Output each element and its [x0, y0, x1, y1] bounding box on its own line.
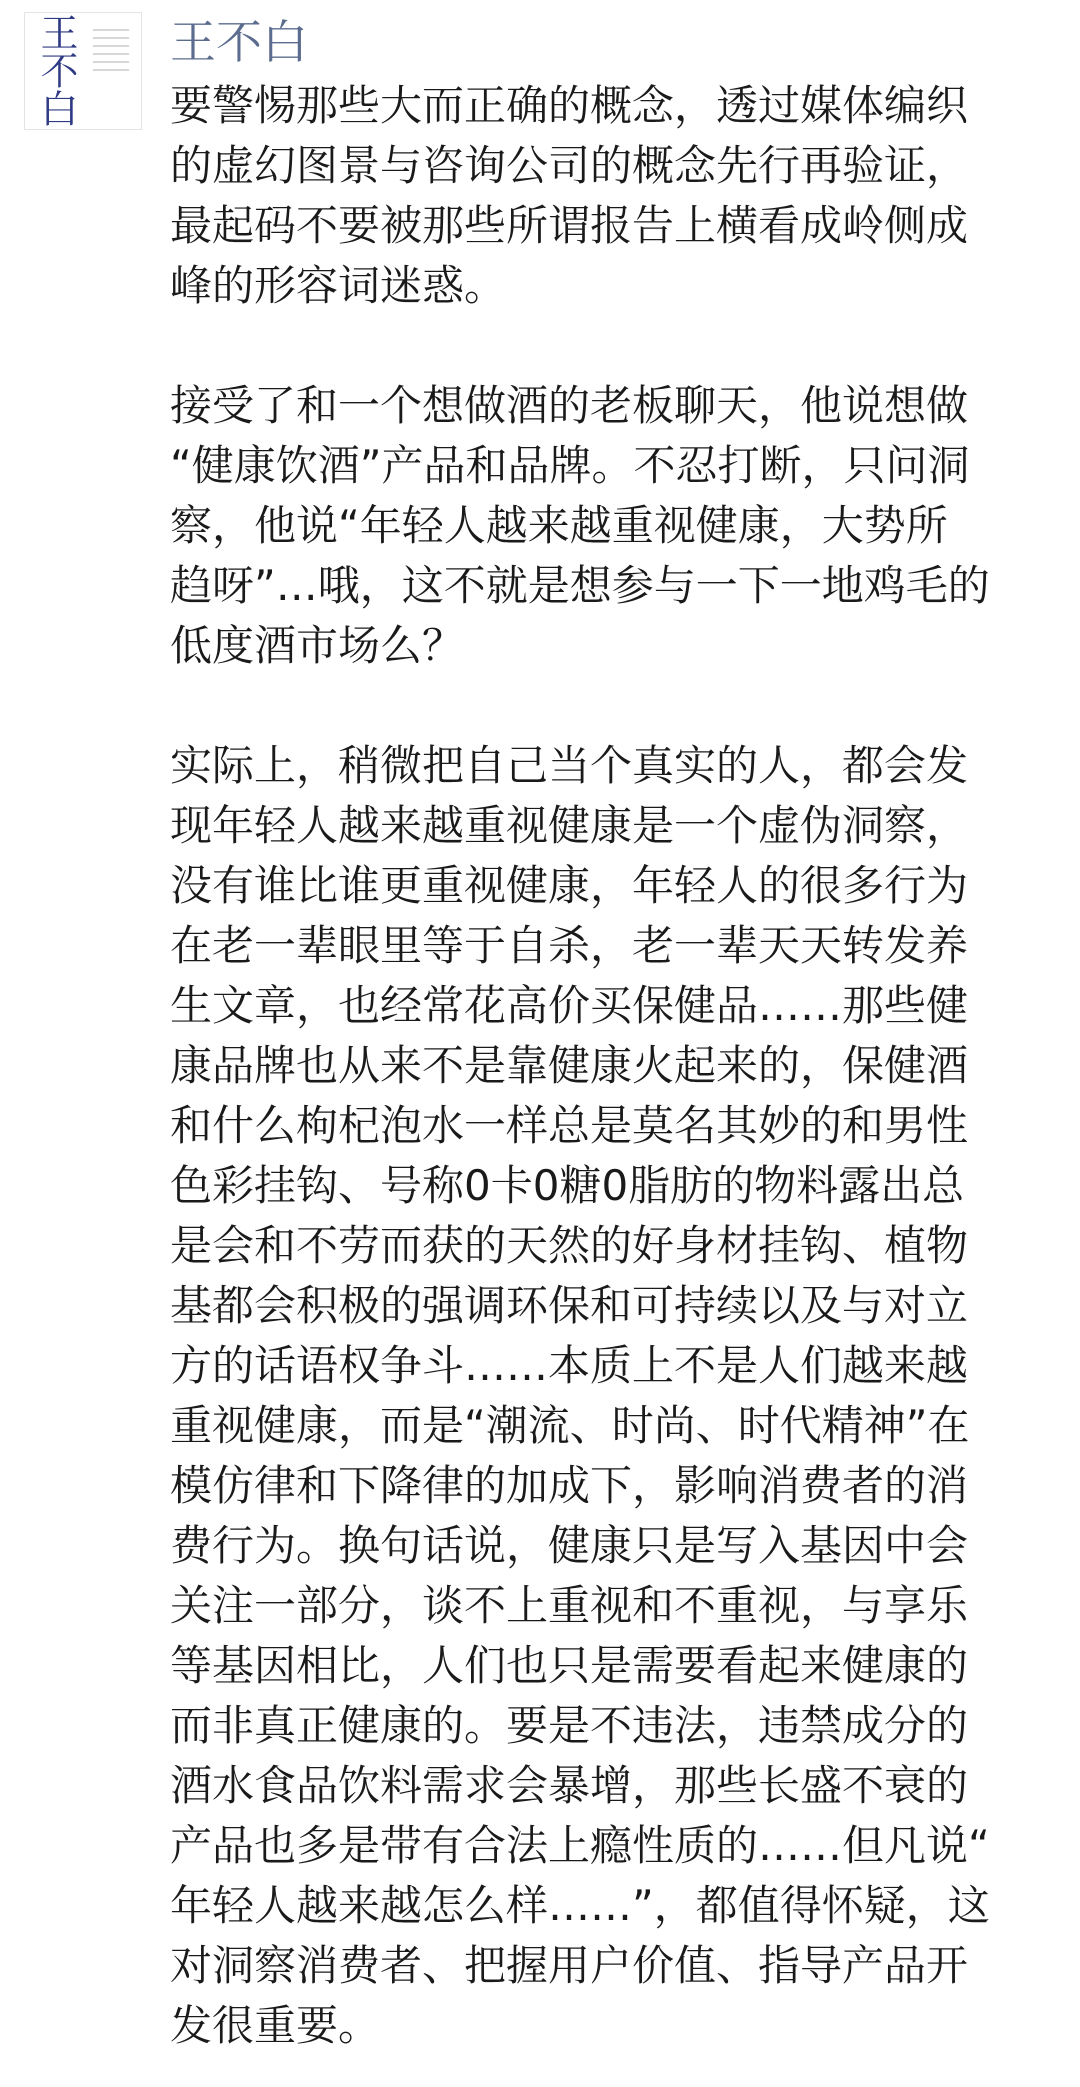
text-line: 在老一辈眼里等于自杀，老一辈天天转发养 — [170, 921, 969, 970]
text-line: 峰的形容词迷惑。 — [170, 261, 507, 310]
text-line: 费行为。换句话说，健康只是写入基因中会 — [170, 1521, 969, 1570]
message-body — [170, 76, 1060, 2056]
text-line: 模仿律和下降律的加成下，影响消费者的消 — [170, 1461, 969, 1510]
text-line: 察，他说“年轻人越来越重视健康，大势所 — [170, 501, 948, 550]
text-line: 方的话语权争斗……本质上不是人们越来越 — [170, 1341, 969, 1390]
text-line: 实际上，稍微把自己当个真实的人，都会发 — [170, 741, 969, 790]
avatar-decorative-lines — [93, 23, 129, 115]
sender-name[interactable]: 王不白 — [170, 15, 308, 69]
text-line: 没有谁比谁更重视健康，年轻人的很多行为 — [170, 861, 969, 910]
text-line: 最起码不要被那些所谓报告上横看成岭侧成 — [170, 201, 969, 250]
text-line: 发很重要。 — [170, 2001, 381, 2050]
paragraph-1 — [170, 76, 1060, 316]
text-line: 和什么枸杞泡水一样总是莫名其妙的和男性 — [170, 1101, 969, 1150]
text-line: 等基因相比，人们也只是需要看起来健康的 — [170, 1641, 969, 1690]
text-line: 趋呀”…哦，这不就是想参与一下一地鸡毛的 — [170, 561, 990, 610]
text-line: 而非真正健康的。要是不违法，违禁成分的 — [170, 1701, 969, 1750]
avatar[interactable] — [24, 12, 142, 130]
text-line: 基都会积极的强调环保和可持续以及与对立 — [170, 1281, 969, 1330]
text-line: 酒水食品饮料需求会暴增，那些长盛不衰的 — [170, 1761, 969, 1810]
text-line: 现年轻人越来越重视健康是一个虚伪洞察， — [170, 801, 969, 850]
text-line: 是会和不劳而获的天然的好身材挂钩、植物 — [170, 1221, 969, 1270]
text-line: 关注一部分，谈不上重视和不重视，与享乐 — [170, 1581, 969, 1630]
text-line: 年轻人越来越怎么样……”，都值得怀疑，这 — [170, 1881, 990, 1930]
text-line: 生文章，也经常花高价买保健品……那些健 — [170, 981, 969, 1030]
avatar-name-text: 王不白 — [34, 13, 78, 127]
paragraph-3 — [170, 736, 1060, 2056]
text-line: 康品牌也从来不是靠健康火起来的，保健酒 — [170, 1041, 969, 1090]
text-line: 色彩挂钩、号称0卡0糖0脂肪的物料露出总 — [170, 1161, 965, 1210]
text-line: 产品也多是带有合法上瘾性质的……但凡说“ — [170, 1821, 990, 1870]
text-line: 接受了和一个想做酒的老板聊天，他说想做 — [170, 381, 969, 430]
text-line: 的虚幻图景与咨询公司的概念先行再验证， — [170, 141, 969, 190]
text-line: “健康饮酒”产品和品牌。不忍打断，只问洞 — [170, 441, 970, 490]
text-line: 低度酒市场么？ — [170, 621, 465, 670]
text-line: 对洞察消费者、把握用户价值、指导产品开 — [170, 1941, 969, 1990]
text-line: 要警惕那些大而正确的概念，透过媒体编织 — [170, 81, 969, 130]
paragraph-2 — [170, 376, 1060, 676]
text-line: 重视健康，而是“潮流、时尚、时代精神”在 — [170, 1401, 970, 1450]
